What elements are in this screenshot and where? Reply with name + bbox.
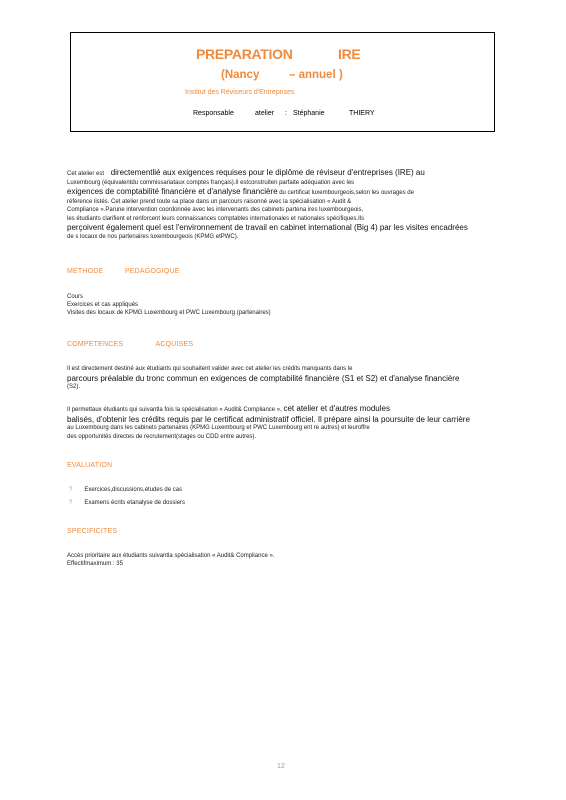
- competences-line: au Luxembourg dans les cabinets partenaires (KPMG Luxembourg et PWC Luxembourg ent re autres) et leuroffre: [67, 425, 370, 431]
- heading-text: PEDAGOGIQUE: [124, 268, 180, 275]
- competences-line: des opportunités directes de recrutement(stages ou CDD entre autres).: [67, 433, 257, 440]
- subtitle-open: (Nancy: [221, 69, 260, 81]
- methode-list: [67, 293, 271, 317]
- evaluation-item-text: Exercices,discussions,études de cas: [84, 487, 183, 493]
- bullet-icon: ?: [69, 500, 73, 506]
- competences-paragraph-1: [67, 365, 507, 392]
- bullet-icon: ?: [69, 487, 73, 493]
- methode-item: Exercices et cas appliqués: [67, 302, 139, 308]
- evaluation-heading: EVALUATION: [67, 462, 113, 469]
- intro-line-6: les étudiants clarifient et renforcent leurs connaissances comptables internationales et nationales spécifiques.Ils: [67, 215, 365, 222]
- methode-item: Cours: [67, 294, 84, 300]
- specificites-item: Effectifmaximum : 35: [67, 561, 123, 567]
- intro-text: du certificat luxembourgeois,selon les ouvrages de: [279, 190, 414, 196]
- responsable-label: Responsable: [193, 110, 234, 117]
- page-number: 12: [277, 763, 285, 770]
- specificites-item: Accès prioritaire aux étudiants suivantla spécialisation « Audit& Compliance ».: [67, 553, 275, 559]
- heading-text: METHODE: [67, 268, 104, 275]
- competences-line: balisés, d'obtenir les crédits requis par le certificat administratif officiel. Il prépare ainsi la poursuite de leur carrière: [67, 414, 470, 424]
- competences-line: (S2).: [67, 384, 81, 390]
- intro-line-4: référence listés. Cet atelier prend toute sa place dans un parcours raisonné avec la spécialisation « Audit &: [67, 198, 352, 205]
- intro-text: exigences de comptabilité financière et d'analyse financière: [67, 187, 278, 196]
- intro-line-2: Luxembourg (équivalentdu commissariataux comptes français).Il estconstruiten parfaite adéquation avec les: [67, 179, 355, 186]
- heading-text: ACQUISES: [155, 341, 194, 348]
- specificites-list: [67, 552, 274, 568]
- responsable-colon: :: [285, 110, 287, 117]
- specificites-heading: SPECIFICITES: [67, 528, 118, 535]
- responsable-word: atelier: [255, 110, 275, 117]
- title-part-1: PREPARATION: [196, 46, 293, 62]
- institute-name: Institut des Réviseurs d'Entreprises: [185, 89, 295, 96]
- intro-paragraph: [67, 168, 507, 241]
- intro-text: directementlié aux exigences requises pour le diplôme de réviseur d'entreprises (IRE) au: [110, 168, 425, 177]
- competences-paragraph-2: [67, 404, 507, 441]
- title-part-2: IRE: [338, 46, 361, 62]
- competences-text: cet atelier et d'autres modules: [283, 404, 390, 413]
- methode-item: Visites des locaux de KPMG Luxembourg et PWC Luxembourg (partenaires): [67, 310, 271, 316]
- evaluation-item: [69, 500, 185, 506]
- responsable-last-name: THIERY: [349, 110, 375, 117]
- intro-line-8: de s locaux de nos partenaires luxembourgeois (KPMG etPWC).: [67, 233, 239, 240]
- heading-text: COMPETENCES: [67, 341, 124, 348]
- intro-line-7: perçoivent également quel est l'environnement de travail en cabinet international (Big 4) par les visites encadrées: [67, 223, 468, 232]
- intro-text: Cet atelier est: [67, 171, 105, 177]
- competences-line: parcours préalable du tronc commun en exigences de comptabilité financière (S1 et S2) et d'analyse financière: [67, 373, 460, 383]
- intro-line-5: Compliance ».Parune intervention coordonnée avec les intervenants des cabinets partena ires luxembourgeois,: [67, 207, 364, 213]
- evaluation-item: [69, 487, 182, 493]
- subtitle-close: ): [339, 69, 343, 81]
- subtitle-mid: – annuel: [289, 69, 336, 81]
- methode-heading: [67, 268, 180, 275]
- competences-line: Il est directement destiné aux étudiants qui souhaitent valider avec cet atelier les crédits manquants dans le: [67, 366, 353, 372]
- responsable-first-name: Stéphanie: [293, 110, 325, 117]
- intro-line-3: [67, 187, 507, 198]
- header-box: [70, 32, 495, 132]
- competences-heading: [67, 341, 193, 348]
- evaluation-item-text: Examens écrits etanalyse de dossiers: [84, 500, 186, 506]
- intro-line-1: [67, 168, 507, 179]
- competences-line: [67, 404, 507, 415]
- competences-text: Il permettaux étudiants qui suivantla fois la spécialisation « Audit& Compliance »,: [67, 407, 282, 413]
